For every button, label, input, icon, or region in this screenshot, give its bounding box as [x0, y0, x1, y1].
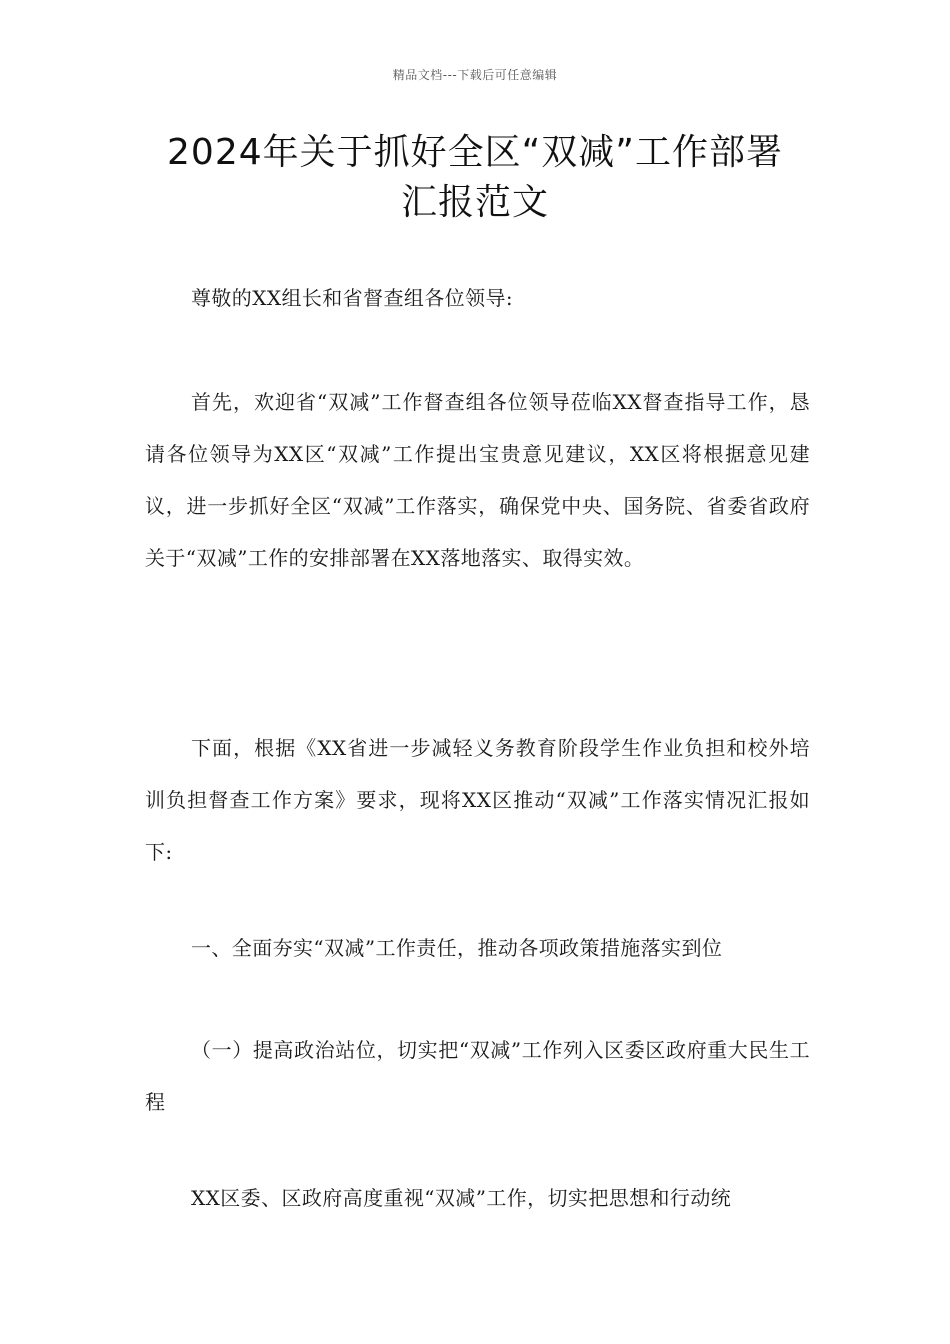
paragraph-report-basis: 下面，根据《XX省进一步减轻义务教育阶段学生作业负担和校外培训负担督查工作方案》要求，现将XX区推动“双减”工作落实情况汇报如下: — [145, 736, 810, 864]
header-note: 精品文档---下载后可任意编辑 — [392, 68, 558, 82]
subsection-heading-1: （一）提高政治站位，切实把“双减”工作列入区委区政府重大民生工程 — [145, 1038, 810, 1114]
paragraph-intro: 首先，欢迎省“双减”工作督查组各位领导莅临XX督查指导工作，恳请各位领导为XX区“双减”工作提出宝贵意见建议，XX区将根据意见建议，进一步抓好全区“双减”工作落实，确保党中央、国务院、省委省政府关于“双减”工作的安排部署在XX落地落实、取得实效。 — [145, 390, 810, 570]
title-line-2: 汇报范文 — [400, 182, 549, 223]
title-line-1: 2024年关于抓好全区“双减”工作部署 — [167, 132, 783, 173]
document-title — [120, 128, 830, 228]
section-heading-1: 一、全面夯实“双减”工作责任，推动各项政策措施落实到位 — [191, 936, 723, 960]
paragraph-body-start: XX区委、区政府高度重视“双减”工作，切实把思想和行动统 — [191, 1186, 732, 1210]
salutation: 尊敬的XX组长和省督查组各位领导: — [191, 286, 514, 310]
